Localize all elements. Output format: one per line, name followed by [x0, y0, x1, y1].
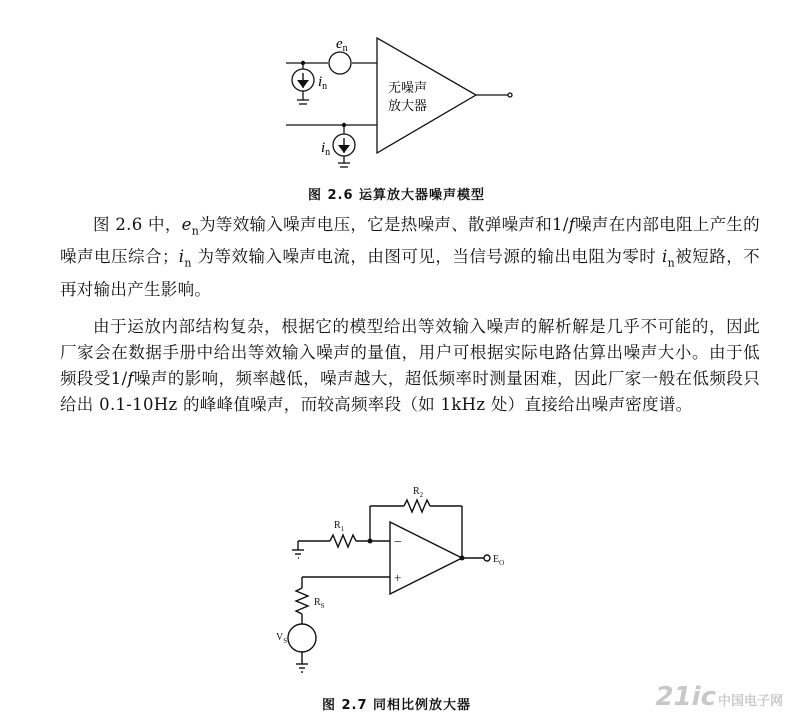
in-label-bottom: $i_n$	[321, 140, 331, 158]
r1-label: $R_1$	[334, 520, 345, 533]
inverting-sign: −	[394, 535, 402, 550]
en-voltage-source	[329, 52, 351, 74]
rs-resistor	[296, 588, 308, 614]
figure-2-6-caption: 图 2.6 运算放大器噪声模型	[307, 188, 486, 203]
r2-label: $R_2$	[413, 486, 424, 499]
vs-label: $V_S$	[276, 632, 288, 645]
watermark: 21ic 中国电子网	[655, 682, 783, 712]
noiseless-amplifier	[377, 38, 476, 153]
r2-resistor	[404, 500, 430, 512]
in-label-top: $i_n$	[318, 74, 328, 92]
amp-label-line2: 放大器	[388, 98, 428, 113]
paragraph-2: 由于运放内部结构复杂，根据它的模型给出等效输入噪声的解析解是几乎不可能的，因此厂家会在数据手册中给出等效输入噪声的量值，用户可根据实际电路估算出噪声大小。由于低频段受1/f噪声的影响，频率越低，噪声越大，超低频率时测量困难，因此厂家一般在低频段只给出 0.1-10Hz 的峰峰值噪声，而较高频率段（如 1kHz 处）直接给出噪声密度谱。	[60, 317, 760, 414]
en-label: $e_n$	[336, 36, 348, 54]
figure-2-7-caption: 图 2.7 同相比例放大器	[321, 698, 472, 713]
vs-source	[288, 624, 316, 652]
amp-label-line1: 无噪声	[388, 80, 428, 95]
paragraph-1: 图 2.6 中，$e_n$为等效输入噪声电压，它是热噪声、散弹噪声和1/f噪声在内部电阻上产生的噪声电压综合；$i_n$ 为等效输入噪声电流，由图可见，当信号源的输出电阻为零时 $i_n$被短路，不再对输出产生影响。	[60, 215, 760, 299]
r1-resistor	[330, 535, 356, 547]
noise-model-figure	[0, 0, 793, 180]
eo-label: $E_O$	[493, 554, 505, 567]
non-inverting-amplifier-figure	[0, 470, 793, 685]
rs-label: $R_S$	[314, 597, 325, 610]
noninverting-sign: +	[394, 570, 402, 585]
